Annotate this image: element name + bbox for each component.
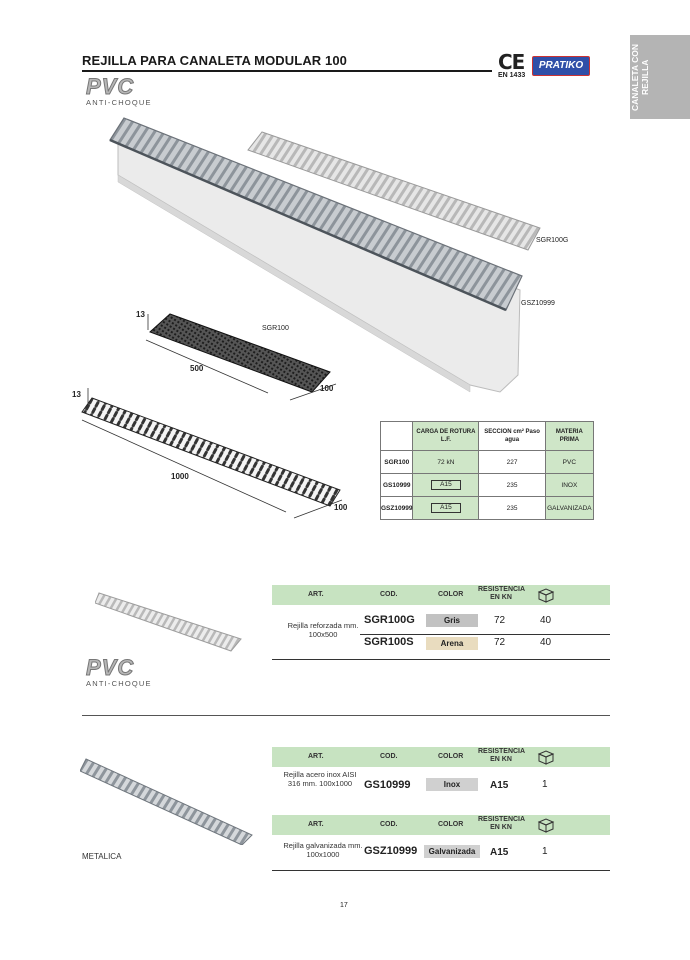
header-resistencia: RESISTENCIA EN KN [478,816,526,831]
header-art: ART. [308,753,324,760]
dim-width-long: 100 [334,503,348,512]
label-sgr100: SGR100 [262,325,289,332]
header-cod: COD. [380,753,398,760]
dim-height-long: 13 [72,390,81,399]
dim-width-small: 100 [320,384,334,393]
metal-grate-photo [80,755,255,845]
spec-code: SGR100 [381,451,413,474]
pvc-badge-subtitle: ANTI-CHOQUE [86,679,152,688]
header-cod: COD. [380,821,398,828]
label-sgr100g: SGR100G [536,237,569,244]
header-resistencia: RESISTENCIA EN KN [478,586,526,601]
box-quantity: 1 [542,779,548,790]
product-code: SGR100S [364,636,414,648]
resistance-value: A15 [490,847,509,858]
box-icon [536,749,556,765]
resistance-value: 72 [494,615,506,626]
spec-load: A15 [431,503,461,513]
spec-load-cell [413,474,479,497]
spec-material: INOX [545,474,593,497]
spec-code: GSZ10999 [381,497,413,520]
pvc-badge-title: PVC [86,655,135,680]
product-description: Rejilla galvanizada mm. 100x1000 [283,841,363,859]
page-title: REJILLA PARA CANALETA MODULAR 100 [82,53,347,68]
metal-section-label: METALICA [82,852,122,861]
section-divider [82,715,610,716]
product-code: SGR100G [364,614,415,626]
page-number: 17 [340,902,348,909]
dim-length-1000: 1000 [171,472,189,481]
spec-section: 235 [479,474,545,497]
spec-material: GALVANIZADA [545,497,593,520]
spec-table [380,421,594,520]
spec-header-row [381,422,594,451]
table-row [381,497,594,520]
spec-header-load: CARGA DE ROTURA L.F. [413,422,479,451]
metal-product-table-galvanized [272,815,610,859]
spec-load: A15 [431,480,461,490]
table-header [272,585,610,605]
spec-header-material: MATERIA PRIMA [545,422,593,451]
brand-logo: PRATIKO [532,56,590,76]
pvc-badge-title: PVC [86,74,135,99]
spec-section: 227 [479,451,545,474]
metal-product-table-inox [272,747,610,791]
table-header [272,815,610,835]
header-color: COLOR [438,591,464,598]
box-quantity: 40 [540,637,552,648]
dim-height-small: 13 [136,310,145,319]
side-tab-label: CANALETA CON REJILLA [630,43,650,111]
pvc-badge-bottom [86,657,152,688]
box-icon [536,587,556,603]
product-description: Rejilla acero inox AISI 316 mm. 100x1000 [283,770,357,788]
color-swatch: Galvanizada [424,845,480,858]
resistance-value: 72 [494,637,506,648]
resistance-value: A15 [490,780,509,791]
pvc-grate-drawing [150,314,330,392]
header-art: ART. [308,821,324,828]
box-quantity: 40 [540,615,552,626]
label-gsz10999: GSZ10999 [521,300,555,307]
pvc-grate-photo [95,585,245,655]
table-row [272,634,610,656]
spec-header-section: SECCION cm² Paso agua [479,422,545,451]
box-icon [536,817,556,833]
table-bottom-rule [272,870,610,871]
product-code: GSZ10999 [364,845,418,857]
spec-section: 235 [479,497,545,520]
table-bottom-rule [272,659,610,660]
color-swatch: Arena [426,637,478,650]
box-quantity: 1 [542,846,548,857]
spec-load: 72 kN [413,451,479,474]
color-swatch: Inox [426,778,478,791]
spec-header-blank [381,422,413,451]
product-code: GS10999 [364,779,411,791]
header-color: COLOR [438,821,464,828]
table-row [381,474,594,497]
pvc-product-table [272,585,610,656]
ce-mark: CE [498,50,525,74]
header-color: COLOR [438,753,464,760]
product-description: Rejilla reforzada mm. 100x500 [287,621,359,639]
table-header [272,747,610,767]
spec-material: PVC [545,451,593,474]
spec-load-cell [413,497,479,520]
pvc-badge-subtitle: ANTI-CHOQUE [86,98,152,107]
header-cod: COD. [380,591,398,598]
table-row [381,451,594,474]
dim-length-500: 500 [190,364,204,373]
ce-standard: EN 1433 [498,72,526,79]
color-swatch: Gris [426,614,478,627]
table-row [272,612,610,634]
spec-code: GS10999 [381,474,413,497]
header-resistencia: RESISTENCIA EN KN [478,748,526,763]
metal-grate-drawing [82,398,340,506]
header-art: ART. [308,591,324,598]
